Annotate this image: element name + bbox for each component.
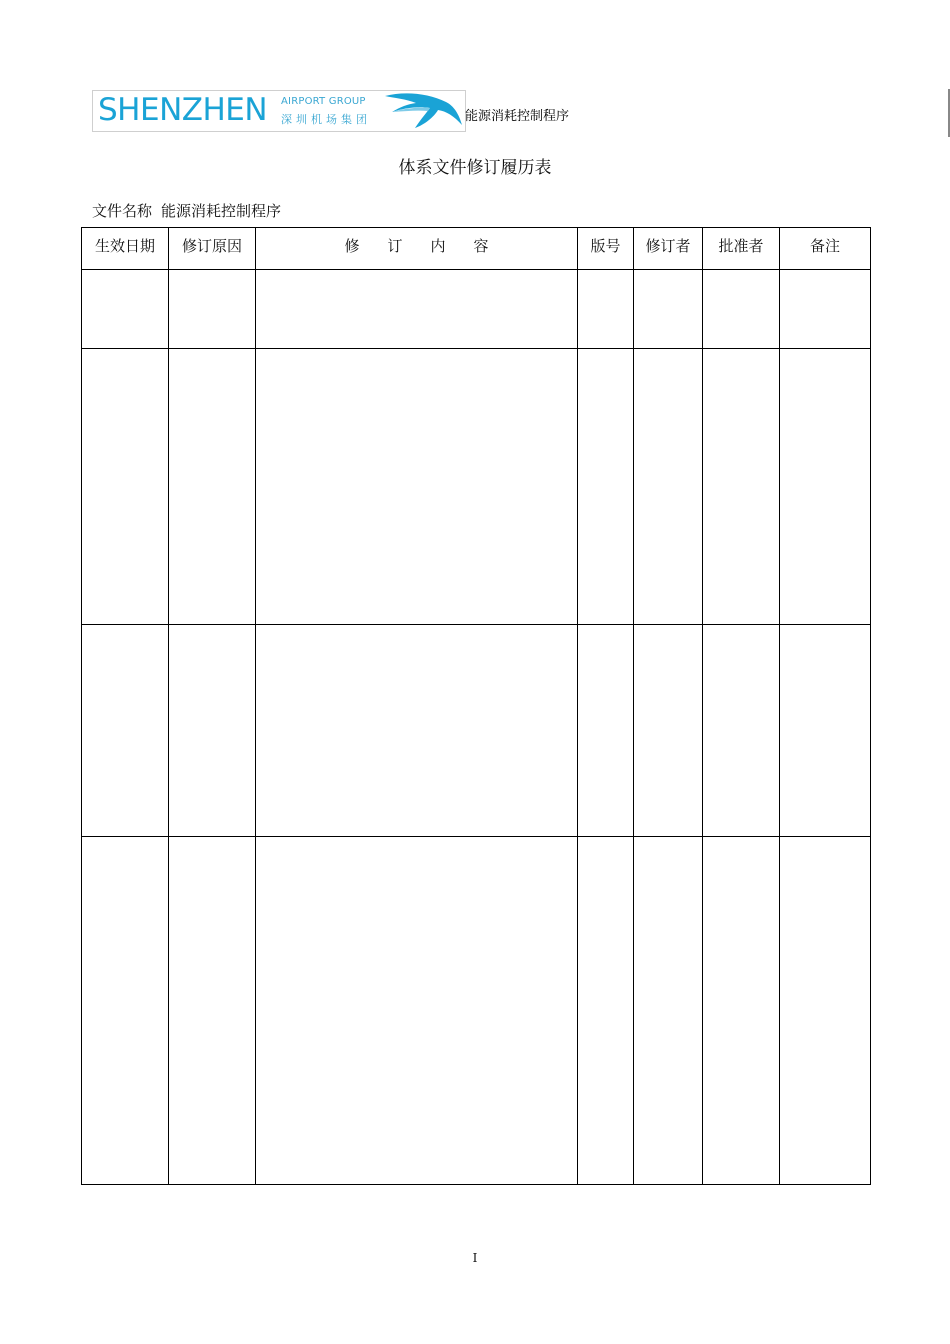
table-cell	[82, 625, 169, 837]
table-cell	[256, 625, 578, 837]
file-name-label: 文件名称	[92, 202, 153, 220]
column-header-revision-reason: 修订原因	[169, 228, 256, 270]
header-document-title: 能源消耗控制程序	[465, 109, 570, 124]
company-logo	[92, 90, 466, 132]
file-name-value: 能源消耗控制程序	[161, 202, 282, 220]
table-row	[82, 837, 871, 1185]
logo-subtitle-en: AIRPORT GROUP	[281, 96, 366, 107]
column-header-effective-date: 生效日期	[82, 228, 169, 270]
table-cell	[578, 837, 634, 1185]
table-cell	[82, 270, 169, 349]
table-cell	[634, 625, 703, 837]
column-header-reviser: 修订者	[634, 228, 703, 270]
page-number: I	[472, 1251, 478, 1265]
airport-wing-icon	[382, 92, 464, 130]
page-header	[92, 90, 612, 134]
column-header-revision-content: 修订内容	[256, 228, 578, 270]
table-cell	[256, 270, 578, 349]
logo-wordmark: SHENZHEN	[98, 92, 268, 128]
table-cell	[780, 625, 871, 837]
table-row	[82, 625, 871, 837]
table-row	[82, 270, 871, 349]
table-cell	[169, 625, 256, 837]
table-cell	[256, 837, 578, 1185]
column-header-remarks: 备注	[780, 228, 871, 270]
table-cell	[780, 270, 871, 349]
file-name-line	[92, 200, 281, 221]
table-cell	[169, 270, 256, 349]
table-cell	[703, 837, 780, 1185]
table-header-row	[82, 228, 871, 270]
table-cell	[634, 349, 703, 625]
table-cell	[169, 349, 256, 625]
table-cell	[703, 349, 780, 625]
table-cell	[578, 349, 634, 625]
table-cell	[780, 349, 871, 625]
table-cell	[703, 625, 780, 837]
table-cell	[634, 837, 703, 1185]
table-cell	[82, 349, 169, 625]
table-cell	[703, 270, 780, 349]
table-cell	[578, 625, 634, 837]
column-header-approver: 批准者	[703, 228, 780, 270]
table-cell	[578, 270, 634, 349]
page-title: 体系文件修订履历表	[398, 158, 552, 178]
table-cell	[82, 837, 169, 1185]
table-cell	[169, 837, 256, 1185]
table-cell	[780, 837, 871, 1185]
logo-subtitle-cn: 深圳机场集团	[281, 113, 371, 126]
table-cell	[634, 270, 703, 349]
table-cell	[256, 349, 578, 625]
revision-history-table	[81, 227, 871, 1185]
column-header-version: 版号	[578, 228, 634, 270]
table-row	[82, 349, 871, 625]
